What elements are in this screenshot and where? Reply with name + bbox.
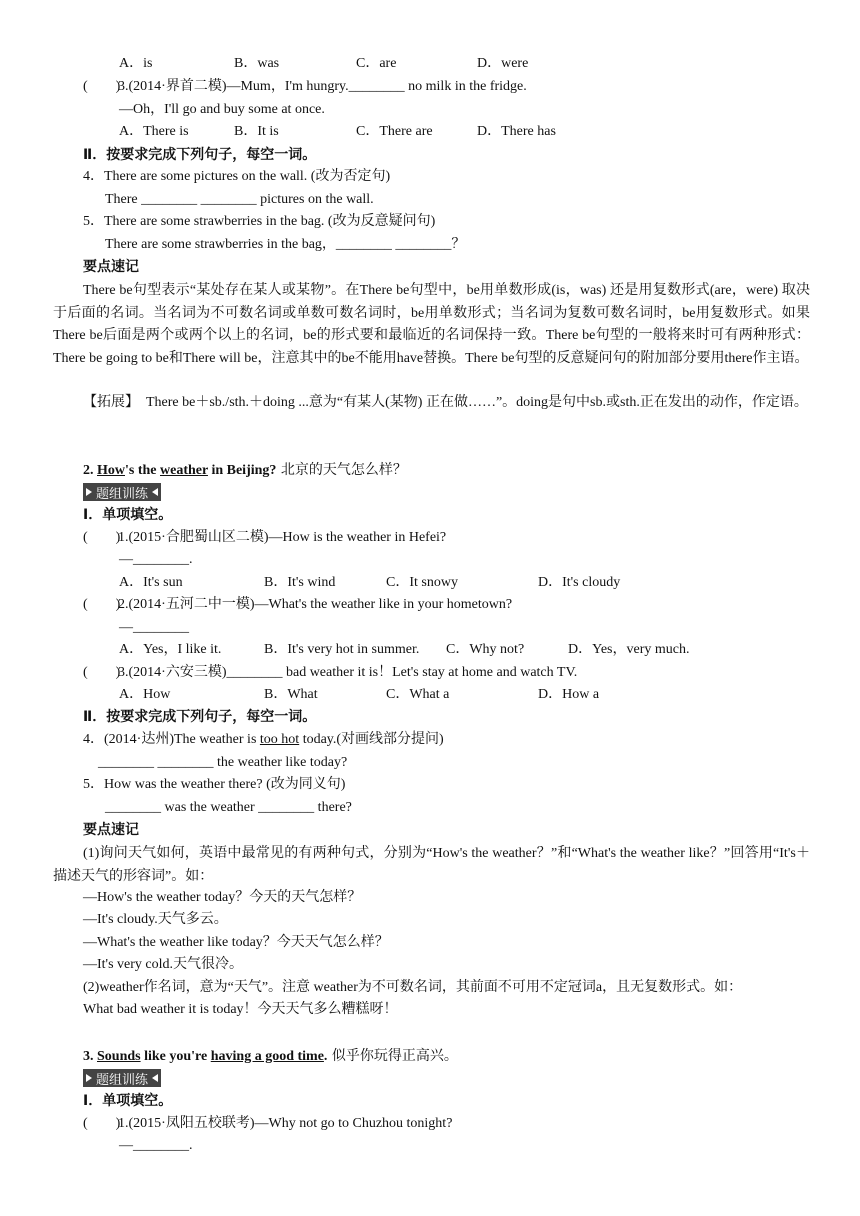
triangle-left-icon [152, 1074, 158, 1082]
question-stem: 3.(2014·界首二模)—Mum，I'm hungry.________ no milk in the fridge. [118, 79, 527, 94]
heading-keyword: weather [160, 463, 208, 478]
answer-paren[interactable]: ( ) [83, 530, 121, 545]
answer-paren[interactable]: ( ) [83, 665, 121, 680]
section-heading: Ⅱ．按要求完成下列句子，每空一词。 [83, 147, 317, 163]
option-b: B．It's very hot in summer. [264, 642, 420, 657]
option-a: A．There is [119, 124, 189, 139]
option-c: C．are [356, 56, 397, 71]
question-dialogue: —Oh，I'll go and buy some at once. [119, 102, 325, 117]
question-4-answer: ________ ________ the weather like today? [98, 755, 348, 770]
heading-text: 's the [125, 463, 160, 478]
triangle-right-icon [86, 1074, 92, 1082]
option-b: B．It is [234, 124, 279, 139]
answer-paren[interactable]: ( ) [83, 1116, 121, 1131]
option-c: C．There are [356, 124, 433, 139]
example-line: What bad weather it is today！今天天气多么糟糕呀！ [83, 1002, 398, 1017]
option-c: C．Why not? [446, 642, 525, 657]
example-line: —What's the weather like today？今天天气怎么样？ [83, 935, 389, 950]
option-d: D．There has [477, 124, 556, 139]
heading-text: like you're [140, 1049, 211, 1064]
question-stem: 1.(2015·凤阳五校联考)—Why not go to Chuzhou tonight? [118, 1116, 453, 1131]
notes-paragraph: (1)询问天气如何，英语中最常见的有两种句式，分别为“How's the weather？”和“What's the weather like？”回答用“It's＋描述天气的形容词”。如： [53, 846, 810, 884]
section-2-heading [83, 460, 407, 481]
part-heading: Ⅰ．单项填空。 [83, 507, 173, 523]
heading-translation: 似乎你玩得正高兴。 [327, 1048, 458, 1064]
tag-label: 题组训练 [96, 1072, 149, 1088]
heading-keyword: Sounds [97, 1049, 141, 1064]
question-5-answer: There are some strawberries in the bag，________ ________？ [105, 237, 466, 252]
answer-paren[interactable]: ( ) [83, 597, 121, 612]
option-c: C．What a [386, 687, 450, 702]
tag-label: 题组训练 [96, 486, 149, 502]
option-d: D．were [477, 56, 529, 71]
option-b: B．What [264, 687, 318, 702]
question-stem: 1.(2015·合肥蜀山区二模)—How is the weather in Hefei? [118, 530, 447, 545]
heading-keyword: How [97, 463, 125, 478]
answer-paren[interactable]: ( ) [83, 79, 121, 94]
notes-title: 要点速记 [83, 822, 139, 838]
part-heading: Ⅱ．按要求完成下列句子，每空一词。 [83, 709, 317, 725]
question-5-answer: ________ was the weather ________ there? [105, 800, 352, 815]
question-stem: 2.(2014·五河二中一模)—What's the weather like in your hometown? [118, 597, 513, 612]
question-blank: —________. [119, 552, 193, 567]
question-stem: 3.(2014·六安三模)________ bad weather it is！Let's stay at home and watch TV. [118, 665, 578, 680]
option-d: D．It's cloudy [538, 575, 621, 590]
option-a: A．How [119, 687, 171, 702]
question-4: 4．There are some pictures on the wall. (改为否定句) [83, 169, 391, 184]
option-d: D．How a [538, 687, 600, 702]
question-4-answer: There ________ ________ pictures on the wall. [105, 192, 374, 207]
question-text: 4．(2014·达州)The weather is [83, 732, 260, 747]
question-4 [83, 730, 444, 750]
heading-translation: 北京的天气怎么样？ [276, 462, 407, 478]
option-a: A．is [119, 56, 153, 71]
option-a: A．It's sun [119, 575, 183, 590]
extension-paragraph: 【拓展】 There be＋sb./sth.＋doing ...意为“有某人(某物) 正在做……”。doing是句中sb.或sth.正在发出的动作，作定语。 [83, 395, 808, 410]
example-line: —It's very cold.天气很冷。 [83, 957, 244, 972]
question-blank: —________ [119, 620, 189, 635]
triangle-right-icon [86, 488, 92, 496]
part-heading: Ⅰ．单项填空。 [83, 1093, 173, 1109]
question-5: 5．There are some strawberries in the bag. (改为反意疑问句) [83, 214, 436, 229]
option-a: A．Yes，I like it. [119, 642, 222, 657]
section-3-heading [83, 1046, 458, 1067]
notes-paragraph: There be句型表示“某处存在某人或某物”。在There be句型中，be用单数形成(is，was) 还是用复数形式(are，were) 取决于后面的名词。当名词为不可数名词或单数可数名词时，be用单数形式；当名词为复数可数名词时，be用复数形式。如果There be后面是两个或两个以上的名词，be的形式要和最临近的名词保持一致。There be句型的一般将来时可有两种形式：There be going to be和There will be，注意其中的be不能用have替换。There be句型的反意疑问句的附加部分要用there作主语。 [53, 283, 810, 366]
option-b: B．It's wind [264, 575, 336, 590]
group-training-tag [83, 1069, 161, 1087]
heading-number: 2. [83, 463, 97, 478]
heading-keyword: having a good time [210, 1049, 324, 1064]
heading-text: in Beijing? [207, 463, 277, 478]
notes-paragraph: (2)weather作名词，意为“天气”。注意 weather为不可数名词，其前面不可用不定冠词a，且无复数形式。如： [83, 980, 743, 995]
question-text: today.(对画线部分提问) [299, 732, 444, 747]
underlined-phrase: too hot [259, 732, 300, 747]
heading-text: . [323, 1049, 328, 1064]
option-b: B．was [234, 56, 280, 71]
example-line: —How's the weather today？今天的天气怎样？ [83, 890, 362, 905]
group-training-tag [83, 483, 161, 501]
option-c: C．It snowy [386, 575, 458, 590]
question-5: 5．How was the weather there? (改为同义句) [83, 777, 346, 792]
question-blank: —________. [119, 1138, 193, 1153]
notes-title: 要点速记 [83, 259, 139, 275]
heading-number: 3. [83, 1049, 97, 1064]
example-line: —It's cloudy.天气多云。 [83, 912, 228, 927]
triangle-left-icon [152, 488, 158, 496]
option-d: D．Yes，very much. [568, 642, 690, 657]
